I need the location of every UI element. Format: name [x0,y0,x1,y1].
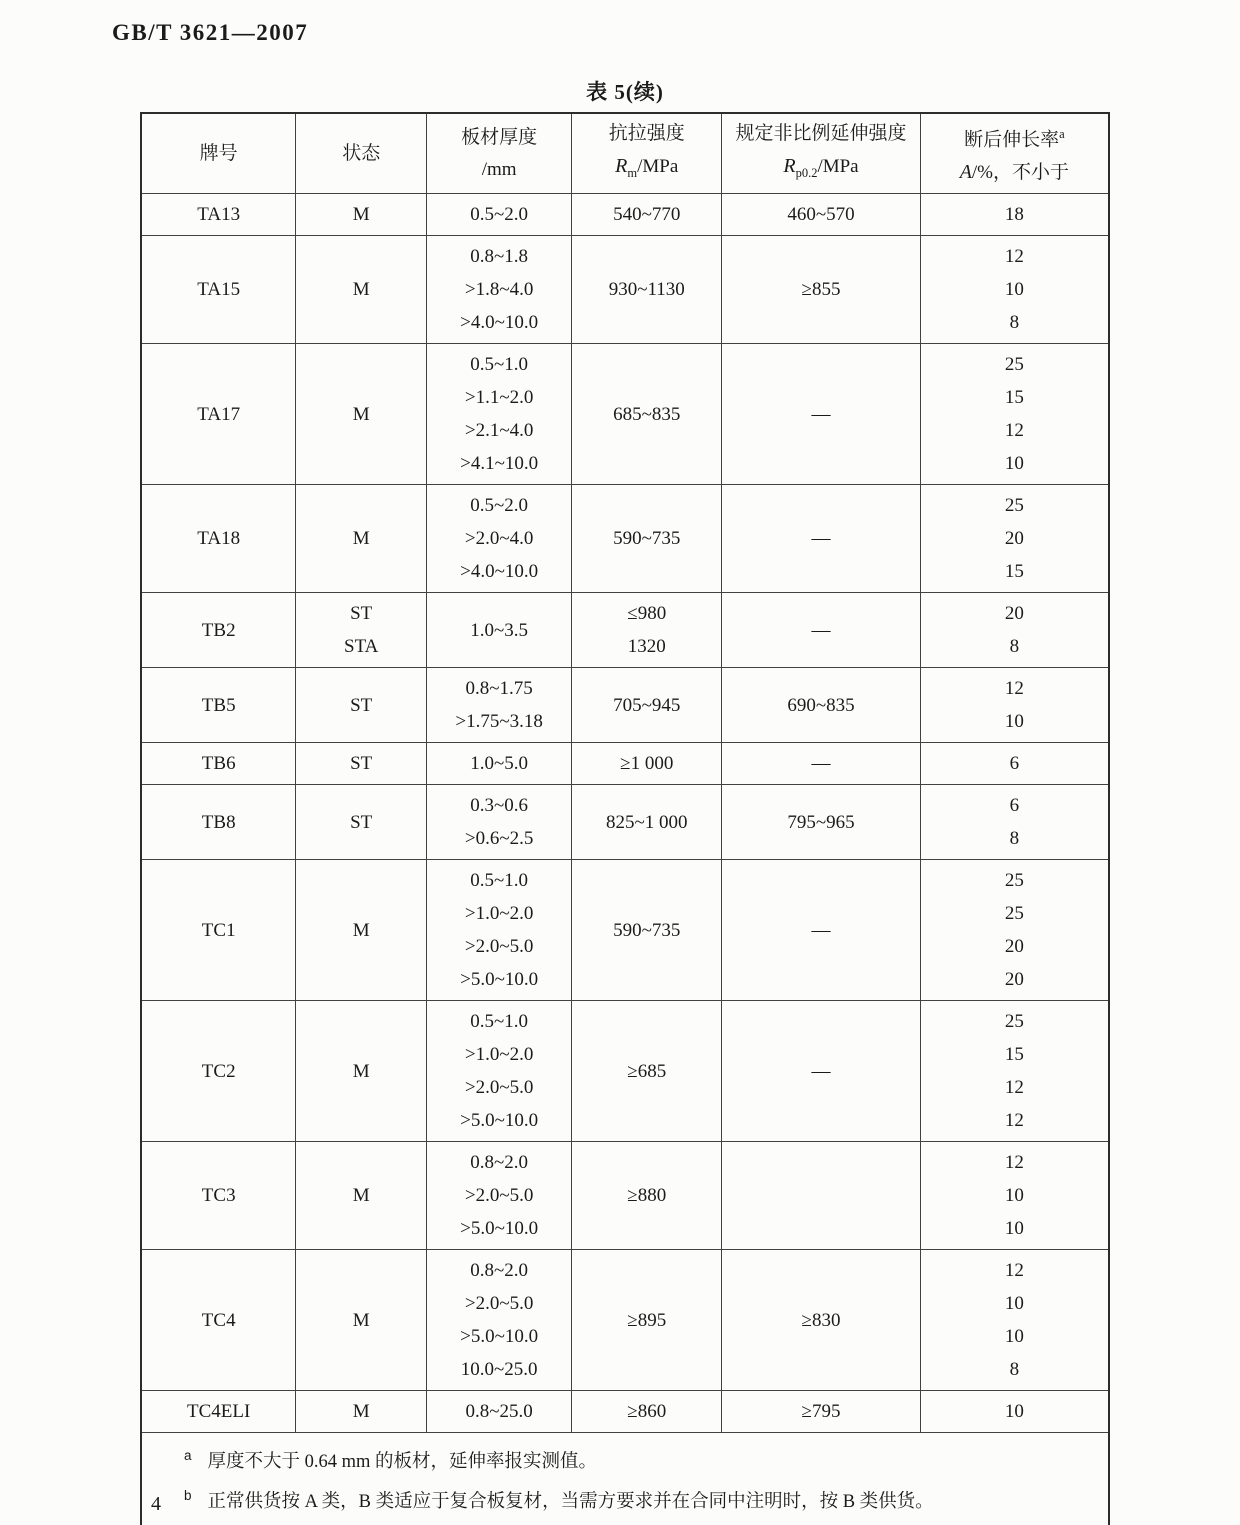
cell-rm [572,236,722,344]
cell-grade [141,593,296,668]
cell-rm-line: 930~1130 [608,279,685,301]
cell-rm-line: ≥685 [627,1060,667,1082]
page-number: 4 [151,1493,161,1515]
cell-grade [141,860,296,1001]
cell-rp [722,194,920,236]
cell-thickness-line: >4.0~10.0 [460,312,539,334]
cell-elong [920,860,1109,1001]
cell-state-line: ST [350,603,373,625]
cell-elong-line: 20 [1004,603,1024,625]
cell-state [296,344,427,485]
cell-state [296,236,427,344]
cell-thickness-line: >0.6~2.5 [464,828,534,850]
cell-elong [920,1391,1109,1433]
cell-grade-line: TB5 [201,694,236,716]
cell-state [296,1391,427,1433]
cell-thickness-line: >5.0~10.0 [460,1110,539,1132]
cell-state [296,668,427,743]
cell-grade-line: TA18 [197,528,241,550]
cell-elong-line: 10 [1004,1218,1024,1240]
cell-rp [722,593,920,668]
cell-thickness-line: 1.0~3.5 [470,619,529,641]
cell-rp-line: ≥855 [801,279,841,301]
cell-rp-line: — [811,403,831,425]
cell-rm [572,593,722,668]
table-row [141,1001,1109,1142]
cell-elong-line: 8 [1009,1359,1020,1381]
cell-rm [572,1142,722,1250]
cell-rm-line: 685~835 [613,403,681,425]
col-thickness-label: 板材厚度 [461,126,538,148]
cell-rm-line: ≥880 [627,1185,667,1207]
cell-thickness [427,785,572,860]
cell-elong [920,1001,1109,1142]
cell-elong-line: 12 [1004,1152,1024,1174]
cell-grade [141,344,296,485]
cell-rp [722,1391,920,1433]
cell-rp [722,785,920,860]
cell-rp [722,1142,920,1250]
cell-rp-line: — [811,919,831,941]
cell-thickness [427,1001,572,1142]
cell-thickness-line: 0.8~2.0 [470,1152,529,1174]
rp-subscript: p0.2 [795,166,818,181]
cell-elong-line: 6 [1009,753,1020,775]
table-row [141,1391,1109,1433]
cell-elong-line: 10 [1004,453,1024,475]
cell-state-line: M [352,403,370,425]
cell-rp [722,1001,920,1142]
cell-rp-line: — [811,1060,831,1082]
cell-elong-line: 12 [1004,420,1024,442]
table-body [141,194,1109,1433]
table-row [141,785,1109,860]
table-row [141,1250,1109,1391]
cell-rm [572,743,722,785]
cell-rm [572,668,722,743]
cell-thickness-line: 0.5~1.0 [470,1011,529,1033]
cell-rp [722,344,920,485]
table-header [141,113,1109,194]
table-row [141,743,1109,785]
table-row [141,236,1109,344]
cell-grade [141,1142,296,1250]
col-tensile-strength [572,113,722,194]
cell-thickness-line: 0.8~2.0 [470,1260,529,1282]
standard-number: GB/T 3621—2007 [112,20,309,45]
cell-thickness [427,485,572,593]
cell-thickness-line: >2.0~5.0 [464,1293,534,1315]
table-row [141,485,1109,593]
col-proof-symbol [724,150,917,189]
cell-grade-line: TA17 [197,403,241,425]
cell-grade [141,668,296,743]
cell-rm [572,194,722,236]
col-state-label: 状态 [342,142,381,164]
cell-thickness-line: 0.8~1.8 [470,246,529,268]
table-title: 表 5(续) [586,80,664,104]
cell-grade-line: TC2 [201,1060,236,1082]
cell-rm-line: 825~1 000 [605,811,688,833]
cell-thickness-line: >1.75~3.18 [455,711,543,733]
cell-rp-line: 460~570 [787,204,855,226]
rp-unit: /MPa [817,156,859,178]
cell-elong-line: 18 [1004,204,1024,226]
cell-thickness-line: >5.0~10.0 [460,1326,539,1348]
cell-elong-line: 12 [1004,1260,1024,1282]
cell-state-line: ST [350,694,373,716]
col-grade-label: 牌号 [199,142,238,164]
cell-grade [141,785,296,860]
footnotes-cell [141,1433,1109,1525]
cell-thickness-line: 0.5~1.0 [470,354,529,376]
cell-rm-line: ≥1 000 [620,753,674,775]
cell-thickness-line: 0.8~25.0 [465,1401,533,1423]
cell-elong-line: 6 [1009,795,1020,817]
cell-thickness-line: >2.0~5.0 [464,1185,534,1207]
cell-rm-line: ≤980 [627,603,667,625]
footnote-row [141,1433,1109,1525]
table-row [141,344,1109,485]
cell-thickness-line: >5.0~10.0 [460,1218,539,1240]
cell-elong-line: 10 [1004,711,1024,733]
cell-thickness-line: 0.5~2.0 [470,495,529,517]
cell-thickness-line: 0.5~2.0 [470,204,529,226]
cell-elong-line: 8 [1009,636,1020,658]
cell-elong-line: 10 [1004,279,1024,301]
cell-state [296,785,427,860]
cell-rm [572,1001,722,1142]
cell-thickness [427,860,572,1001]
cell-grade [141,194,296,236]
footnote-text: 正常供货按 A 类，B 类适应于复合板复材，当需方要求并在合同中注明时，按 B 类供货。 [207,1492,934,1513]
cell-rm [572,485,722,593]
elongation-symbol: A [959,161,972,184]
cell-grade [141,485,296,593]
cell-grade-line: TA15 [197,279,241,301]
col-elongation-label [923,118,1106,156]
col-proof-strength [722,113,920,194]
cell-thickness [427,1391,572,1433]
cell-elong-line: 15 [1004,387,1024,409]
cell-rp-line: — [811,528,831,550]
cell-rm [572,344,722,485]
cell-state-line: M [352,1401,370,1423]
spec-table [140,112,1110,1525]
cell-elong-line: 10 [1004,1185,1024,1207]
cell-rm-line: ≥895 [627,1309,667,1331]
cell-elong-line: 20 [1004,528,1024,550]
cell-state [296,485,427,593]
cell-grade [141,1001,296,1142]
cell-thickness-line: >2.0~4.0 [464,528,534,550]
cell-elong [920,194,1109,236]
cell-rm-line: 1320 [627,636,666,658]
table-row [141,1142,1109,1250]
cell-rm [572,1391,722,1433]
cell-elong-line: 25 [1004,870,1024,892]
cell-grade-line: TC4ELI [187,1401,251,1423]
cell-elong-line: 8 [1009,312,1020,334]
cell-thickness-line: >5.0~10.0 [460,969,539,991]
cell-elong [920,1142,1109,1250]
rm-subscript: m [627,166,638,181]
cell-thickness [427,344,572,485]
cell-state [296,593,427,668]
cell-elong [920,236,1109,344]
cell-rp [722,485,920,593]
cell-rp-line: — [811,619,831,641]
rm-symbol: R [615,155,628,178]
cell-grade [141,1250,296,1391]
cell-state-line: M [352,919,370,941]
cell-thickness-line: >1.0~2.0 [464,903,534,925]
cell-rp-line: ≥795 [801,1401,841,1423]
table-row [141,194,1109,236]
cell-state [296,1001,427,1142]
cell-state [296,860,427,1001]
col-elongation [920,113,1109,194]
footnote-text: 厚度不大于 0.64 mm 的板材，延伸率报实测值。 [207,1452,598,1473]
cell-elong-line: 8 [1009,828,1020,850]
cell-elong [920,485,1109,593]
cell-grade-line: TB8 [201,811,236,833]
cell-rp [722,1250,920,1391]
cell-elong-line: 12 [1004,678,1024,700]
cell-thickness [427,236,572,344]
col-tensile-symbol [574,150,719,189]
col-thickness-unit: /mm [481,158,517,180]
cell-elong-line: 10 [1004,1293,1024,1315]
cell-rp [722,860,920,1001]
cell-grade-line: TA13 [197,204,241,226]
cell-grade-line: TB2 [201,619,236,641]
cell-rp [722,668,920,743]
cell-rm-line: 590~735 [613,528,681,550]
elongation-footnote-marker: a [1059,127,1065,141]
cell-state [296,1142,427,1250]
cell-state-line: ST [350,753,373,775]
cell-thickness-line: 0.3~0.6 [470,795,529,817]
cell-elong [920,344,1109,485]
cell-state [296,743,427,785]
cell-elong-line: 12 [1004,1077,1024,1099]
cell-thickness [427,743,572,785]
footnote-marker: a [184,1448,192,1464]
rm-unit: /MPa [637,156,679,178]
cell-elong-line: 20 [1004,936,1024,958]
cell-rp-line: 795~965 [787,811,855,833]
cell-grade-line: TB6 [201,753,236,775]
footnote [184,1479,1084,1519]
cell-rm [572,860,722,1001]
cell-thickness-line: >1.0~2.0 [464,1044,534,1066]
cell-state-line: M [352,279,370,301]
cell-elong-line: 10 [1004,1326,1024,1348]
cell-thickness [427,194,572,236]
cell-thickness [427,593,572,668]
cell-thickness-line: 0.8~1.75 [465,678,533,700]
col-thickness [427,113,572,194]
cell-thickness [427,668,572,743]
cell-elong-line: 15 [1004,1044,1024,1066]
elongation-title: 断后伸长率 [964,129,1060,151]
cell-state-line: M [352,204,370,226]
cell-grade-line: TC3 [201,1185,236,1207]
col-grade [141,113,296,194]
cell-elong-line: 15 [1004,561,1024,583]
rp-symbol: R [783,155,796,178]
elongation-condition: /%，不小于 [971,162,1070,184]
cell-thickness [427,1142,572,1250]
cell-rm-line: 540~770 [613,204,681,226]
footnote-marker: b [184,1488,192,1504]
cell-rp-line: ≥830 [801,1309,841,1331]
cell-elong-line: 25 [1004,495,1024,517]
cell-thickness-line: 1.0~5.0 [470,753,529,775]
cell-grade-line: TC4 [201,1309,236,1331]
cell-state-line: M [352,1185,370,1207]
cell-thickness-line: >1.1~2.0 [464,387,534,409]
col-state [296,113,427,194]
cell-rp-line: 690~835 [787,694,855,716]
cell-rp [722,236,920,344]
header-row [141,113,1109,194]
cell-elong [920,1250,1109,1391]
cell-rp-line: — [811,753,831,775]
cell-elong-line: 12 [1004,1110,1024,1132]
cell-rm-line: 705~945 [613,694,681,716]
cell-thickness-line: >4.1~10.0 [460,453,539,475]
cell-elong-line: 25 [1004,903,1024,925]
cell-rp [722,743,920,785]
footnote [184,1439,1084,1479]
cell-state-line: ST [350,811,373,833]
cell-rm [572,1250,722,1391]
cell-thickness-line: >2.1~4.0 [464,420,534,442]
cell-thickness-line: >2.0~5.0 [464,936,534,958]
cell-state [296,1250,427,1391]
col-elongation-symbol [923,156,1106,189]
table-row [141,593,1109,668]
cell-grade [141,743,296,785]
cell-thickness-line: >2.0~5.0 [464,1077,534,1099]
cell-state [296,194,427,236]
col-tensile-label: 抗拉强度 [608,123,685,145]
cell-thickness-line: >4.0~10.0 [460,561,539,583]
cell-elong-line: 20 [1004,969,1024,991]
cell-elong [920,593,1109,668]
cell-elong-line: 12 [1004,246,1024,268]
cell-elong-line: 25 [1004,1011,1024,1033]
table-row [141,860,1109,1001]
cell-elong-line: 10 [1004,1401,1024,1423]
cell-thickness-line: >1.8~4.0 [464,279,534,301]
cell-grade [141,236,296,344]
cell-rm-line: 590~735 [613,919,681,941]
cell-rm-line: ≥860 [627,1401,667,1423]
table-footer [141,1433,1109,1525]
cell-grade-line: TC1 [201,919,236,941]
cell-state-line: M [352,1060,370,1082]
cell-state-line: STA [344,636,379,658]
col-proof-label: 规定非比例延伸强度 [735,123,907,145]
cell-state-line: M [352,528,370,550]
cell-rm [572,785,722,860]
cell-thickness [427,1250,572,1391]
cell-elong [920,668,1109,743]
cell-state-line: M [352,1309,370,1331]
cell-elong-line: 25 [1004,354,1024,376]
table-row [141,668,1109,743]
cell-thickness-line: 10.0~25.0 [460,1359,538,1381]
cell-thickness-line: 0.5~1.0 [470,870,529,892]
cell-grade [141,1391,296,1433]
cell-elong [920,743,1109,785]
cell-elong [920,785,1109,860]
